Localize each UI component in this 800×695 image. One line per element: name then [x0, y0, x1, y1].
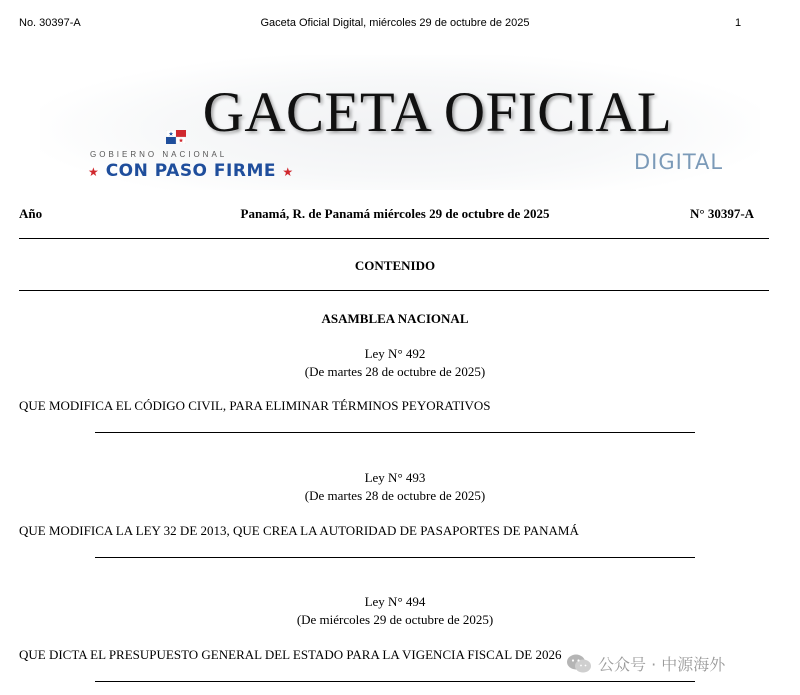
wechat-icon: [566, 653, 592, 675]
law-date: (De miércoles 29 de octubre de 2025): [296, 612, 494, 627]
divider: [19, 290, 769, 291]
watermark-text: 公众号 · 中源海外: [598, 655, 726, 674]
digital-label: DIGITAL: [634, 150, 724, 174]
divider: [95, 432, 695, 433]
law-description[interactable]: QUE MODIFICA EL CÓDIGO CIVIL, PARA ELIMINAR TÉRMINOS PEYORATIVOS: [19, 398, 491, 413]
divider: [95, 557, 695, 558]
divider: [95, 681, 695, 682]
year-label: Año: [19, 206, 43, 221]
law-title: Ley N° 493: [364, 470, 426, 485]
section-heading: ASAMBLEA NACIONAL: [321, 311, 469, 326]
header-title: Gaceta Oficial Digital, miércoles 29 de octubre de 2025: [260, 17, 530, 29]
gobierno-nacional-label: GOBIERNO NACIONAL: [90, 150, 228, 159]
gazette-number: No. 30397-A: [19, 17, 81, 29]
issue-place-date: Panamá, R. de Panamá miércoles 29 de octubre de 2025: [240, 206, 550, 221]
divider: [19, 238, 769, 239]
contenido-heading: CONTENIDO: [354, 258, 436, 273]
star-icon: ★: [282, 165, 294, 179]
watermark: [566, 652, 725, 675]
con-paso-firme-logo: [88, 161, 294, 181]
page-number: 1: [735, 17, 742, 29]
star-icon: ★: [88, 165, 100, 179]
law-date: (De martes 28 de octubre de 2025): [304, 364, 486, 379]
law-description[interactable]: QUE MODIFICA LA LEY 32 DE 2013, QUE CREA LA AUTORIDAD DE PASAPORTES DE PANAMÁ: [19, 523, 579, 538]
law-description[interactable]: QUE DICTA EL PRESUPUESTO GENERAL DEL ESTADO PARA LA VIGENCIA FISCAL DE 2026: [19, 647, 562, 662]
law-title: Ley N° 492: [364, 346, 426, 361]
law-date: (De martes 28 de octubre de 2025): [304, 488, 486, 503]
panama-flag-icon: [166, 130, 186, 144]
masthead-title: GACETA OFICIAL: [202, 81, 673, 144]
law-title: Ley N° 494: [364, 594, 426, 609]
issue-number: N° 30397-A: [690, 206, 755, 221]
con-paso-firme-text: CON PASO FIRME: [105, 161, 276, 181]
